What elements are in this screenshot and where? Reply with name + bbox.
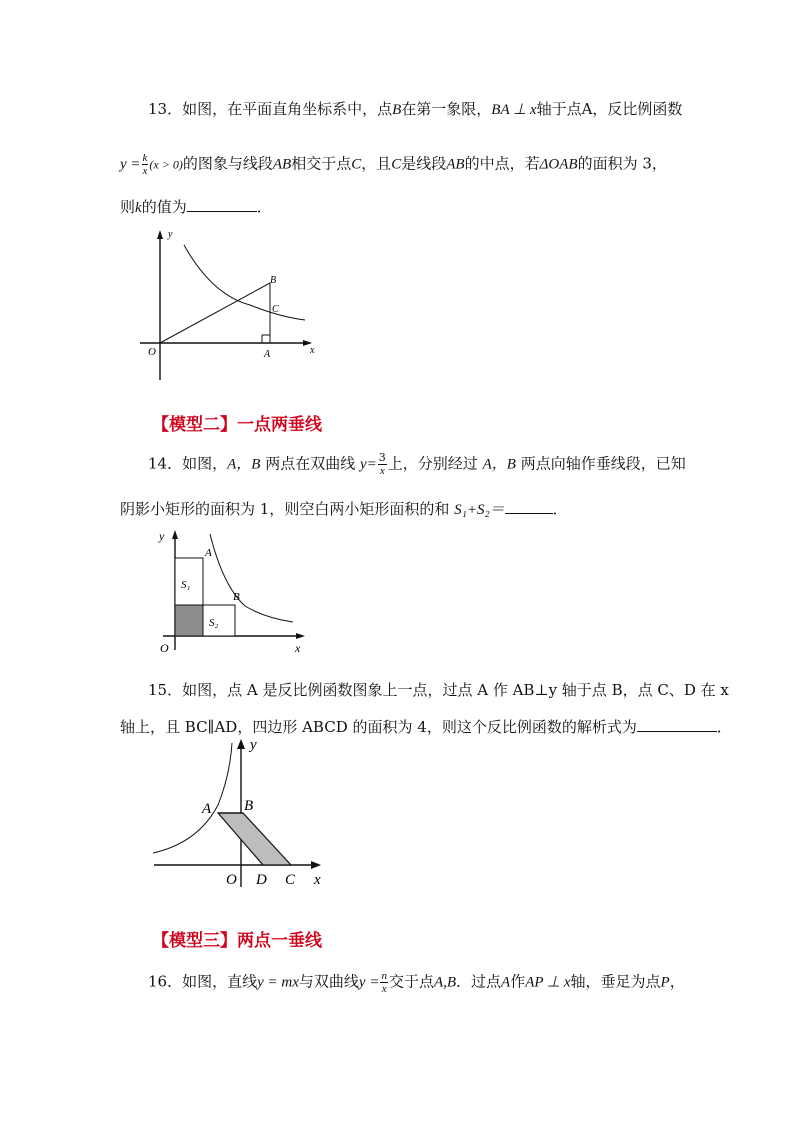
q14-rect-s2 — [203, 605, 235, 636]
q13-figure — [140, 225, 340, 385]
q14-label-y: y — [159, 529, 165, 543]
q14-rect-shaded — [175, 605, 203, 636]
q14-frac-den: x — [379, 465, 385, 477]
q14-points-ab: A，B — [482, 456, 516, 473]
q14-label-b: B — [233, 591, 240, 603]
q16-var-p: P — [660, 974, 670, 991]
q15-line2 — [120, 716, 732, 737]
q14-number: 14． — [148, 454, 183, 473]
heading-model-3: 【模型三】两点一垂线 — [152, 931, 322, 951]
q13-frac-den: x — [142, 165, 148, 177]
q13-line1 — [148, 98, 682, 119]
q14-x-arrow — [296, 633, 305, 639]
q13-right-angle — [262, 335, 270, 343]
q13-line3 — [120, 196, 272, 217]
q16-text: 交于点 — [388, 972, 434, 991]
q14-label-o: O — [160, 641, 169, 655]
q16-text: 轴，垂足为点 — [570, 972, 661, 991]
q13-text: ． — [256, 198, 272, 216]
q14-text: 两点在双曲线 — [265, 454, 356, 473]
q16-n-over-x — [380, 970, 388, 995]
q16-line1 — [148, 970, 685, 995]
q15-answer-blank[interactable] — [637, 731, 717, 732]
q13-text: 如图，在平面直角坐标系中，点 — [182, 100, 393, 118]
q15-label-o: O — [226, 872, 237, 888]
q14-text: 阴影小矩形的面积为 1，则空白两小矩形面积的和 — [120, 500, 450, 518]
q13-y-eq: y = — [120, 156, 141, 173]
q13-text: 的图象与线段 — [182, 154, 273, 173]
q15-text: 轴上，且 BC∥AD，四边形 ABCD 的面积为 4，则这个反比例函数的解析式为 — [120, 718, 637, 736]
q13-label-y: y — [168, 229, 173, 240]
q14-line1 — [148, 452, 686, 477]
q13-text: 的值为 — [141, 198, 187, 216]
q13-label-c: C — [272, 304, 279, 315]
q13-text: 轴于点A，反比例函数 — [536, 100, 683, 118]
q13-var-k: k — [135, 200, 142, 216]
q13-label-b: B — [270, 275, 277, 286]
q16-frac-den: x — [381, 983, 387, 995]
q13-var-c: C — [351, 156, 362, 173]
q14-figure — [145, 528, 325, 658]
q14-y-eq: y= — [360, 456, 377, 473]
q14-label-s1: S₁ — [181, 579, 191, 591]
q13-y-arrow — [157, 230, 163, 239]
q15-label-a: A — [202, 801, 212, 817]
q13-text: 的面积为 3， — [577, 154, 667, 173]
q13-text: 的中点，若 — [464, 154, 540, 173]
q13-ba-perp-x: BA ⊥ x — [491, 102, 537, 118]
heading-model-2: 【模型二】一点两垂线 — [152, 415, 322, 435]
q15-line1 — [148, 679, 729, 700]
q13-label-x: x — [310, 345, 315, 356]
q16-text: ．过点 — [456, 972, 502, 991]
q16-ap-perp-x: AP ⊥ x — [525, 974, 571, 991]
q16-frac-num: n — [381, 970, 387, 982]
q13-seg-ab: AB — [446, 156, 465, 173]
q15-figure — [148, 735, 338, 895]
q14-text: ． — [552, 500, 568, 518]
q14-label-a: A — [205, 547, 212, 559]
q15-label-c: C — [285, 872, 296, 888]
q14-3-over-x — [378, 452, 387, 477]
q13-domain: (x > 0) — [149, 157, 183, 172]
q14-label-x: x — [295, 641, 301, 655]
q15-number: 15． — [148, 681, 183, 699]
q14-y-arrow — [172, 530, 178, 539]
q15-text: 如图，点 A 是反比例函数图象上一点，过点 A 作 AB⊥y 轴于点 B，点 C、D 在 x — [182, 681, 729, 699]
q13-var-b: B — [392, 102, 402, 118]
q16-y-eq: y = — [358, 974, 380, 991]
q13-label-o: O — [148, 346, 156, 358]
q16-text: ， — [669, 972, 685, 991]
q13-k-over-x — [142, 152, 149, 177]
q14-sum-expr: S₁+S₂＝ — [454, 502, 505, 518]
q16-line-eq: y = mx — [257, 974, 299, 991]
q13-var-c: C — [391, 156, 402, 173]
q13-seg-ab: AB — [272, 156, 292, 173]
q14-label-s2: S₂ — [209, 617, 219, 629]
q14-text: 上，分别经过 — [387, 454, 478, 473]
q15-y-arrow — [237, 739, 245, 749]
q16-text: 与双曲线 — [298, 972, 359, 991]
q16-text: 作 — [510, 972, 526, 991]
q13-triangle: ΔOAB — [539, 156, 578, 173]
q16-var-a: A — [501, 974, 511, 991]
q13-segment-ob — [160, 283, 270, 343]
q13-frac-num: k — [142, 152, 148, 164]
q14-answer-blank[interactable] — [505, 513, 553, 514]
q14-line2 — [120, 498, 568, 519]
q14-points-ab: A，B — [227, 456, 261, 473]
q13-number: 13． — [148, 100, 183, 118]
q13-text: 在第一象限， — [401, 100, 492, 118]
q15-label-x: x — [314, 872, 321, 888]
q15-label-d: D — [256, 872, 267, 888]
q13-line2 — [120, 152, 667, 177]
q13-text: ，且 — [361, 154, 392, 173]
q16-text: 如图，直线 — [182, 972, 258, 991]
q15-x-arrow — [311, 861, 321, 869]
q15-label-b: B — [244, 798, 254, 814]
q14-frac-num: 3 — [378, 451, 386, 464]
q15-text: ． — [716, 718, 732, 736]
q15-parallelogram-abcd — [218, 813, 291, 865]
q15-label-y: y — [250, 737, 257, 753]
q15-hyperbola — [153, 743, 232, 853]
q13-text: 是线段 — [401, 154, 447, 173]
q16-number: 16． — [148, 972, 183, 991]
q16-points-ab: A,B — [433, 974, 457, 991]
q14-text: 两点向轴作垂线段，已知 — [520, 454, 686, 473]
q13-text: 则 — [120, 198, 136, 216]
q13-label-a: A — [264, 349, 271, 360]
q13-text: 相交于点 — [291, 154, 352, 173]
q13-answer-blank[interactable] — [187, 211, 257, 212]
q13-hyperbola — [184, 245, 305, 320]
q14-text: 如图， — [182, 454, 228, 473]
